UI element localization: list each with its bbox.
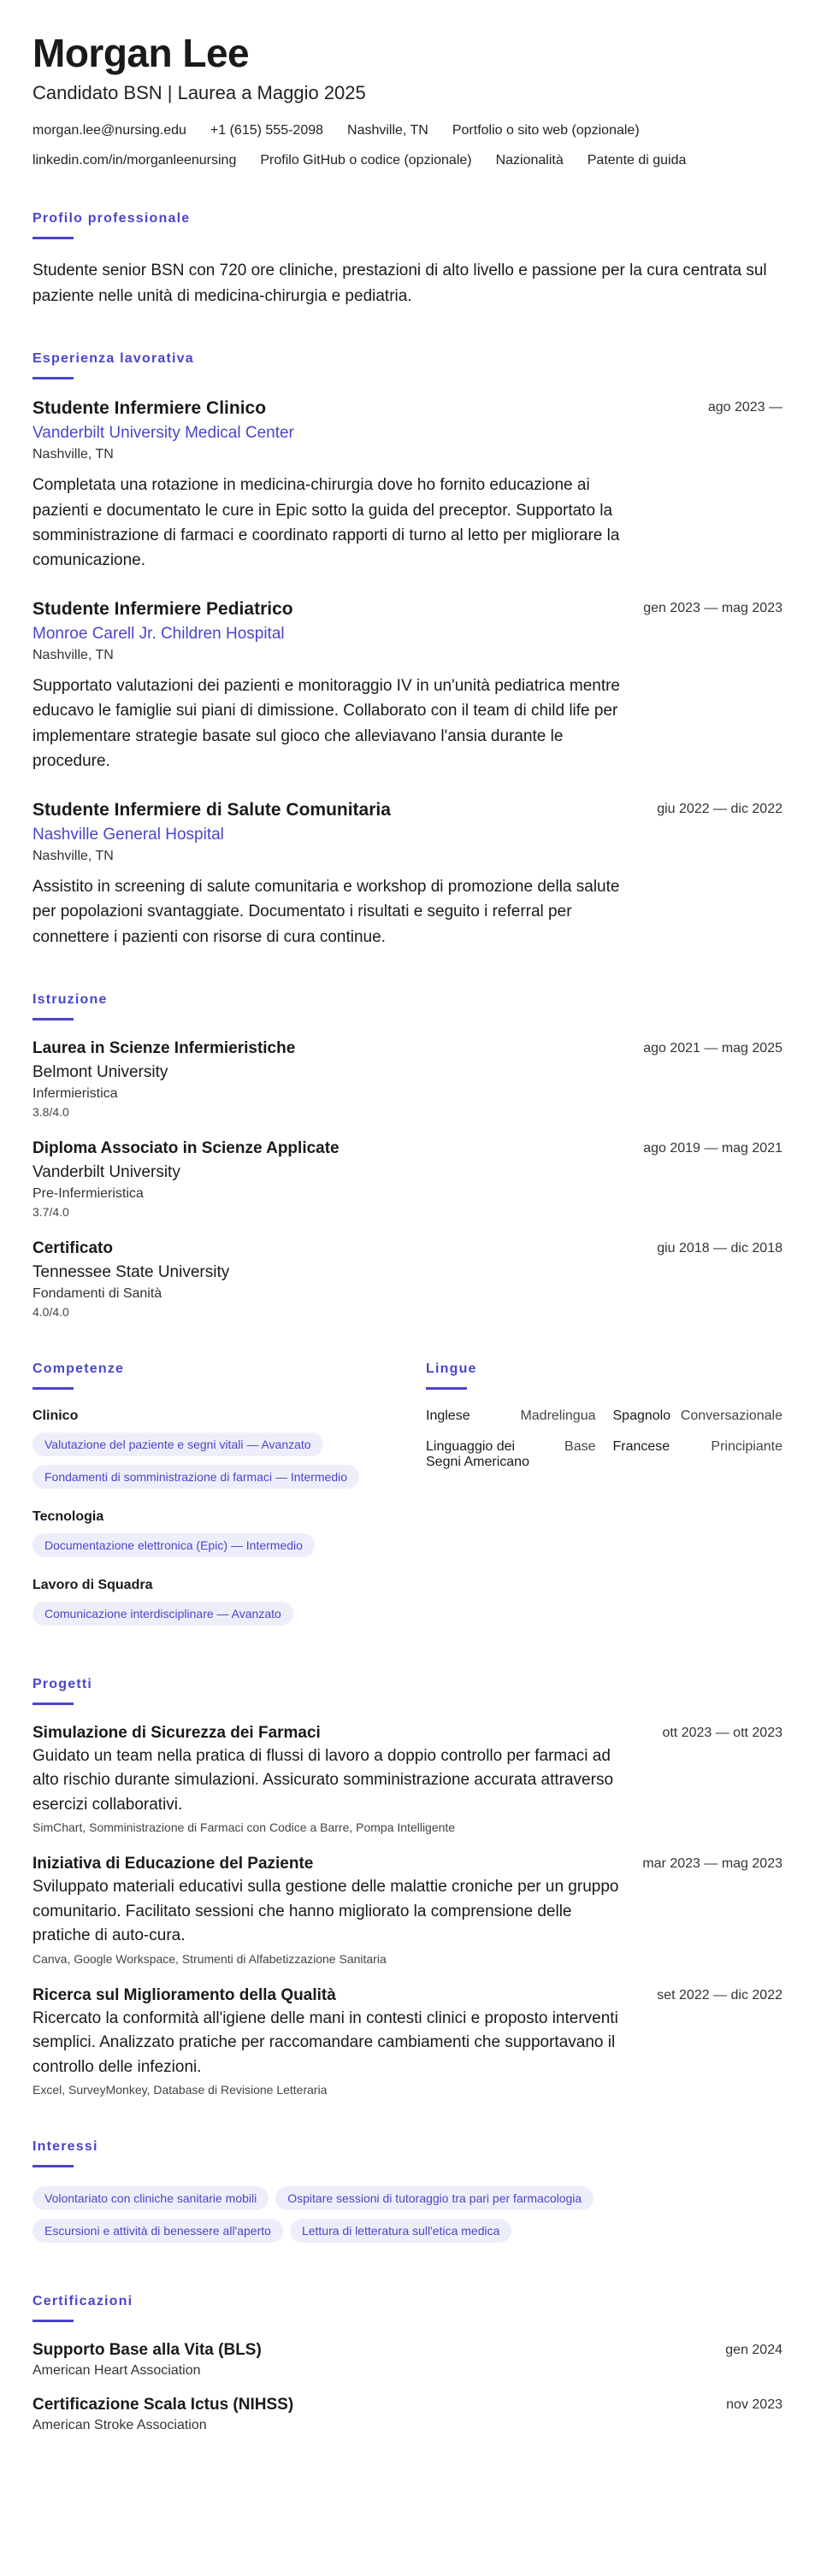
language-name: Linguaggio dei Segni Americano (426, 1438, 529, 1469)
section-divider (32, 2165, 74, 2167)
profile-summary: Studente senior BSN con 720 ore cliniche, prestazioni di alto livello e passione per la cura centrata sul paziente nelle unità di medicina-chirurgia e pediatria. (32, 262, 767, 305)
language-name: Francese (612, 1438, 670, 1454)
resume-header (32, 32, 783, 168)
skill-group (32, 1509, 426, 1566)
interest-chip: Lettura di letteratura sull'etica medica (290, 2219, 511, 2243)
language-item (613, 1409, 783, 1424)
project-name: Iniziativa di Educazione del Paziente (32, 1855, 314, 1873)
job-location: Nashville, TN (32, 447, 114, 462)
education-degree: Laurea in Scienze Infermieristiche (32, 1038, 296, 1057)
contact-github[interactable]: Profilo GitHub o codice (opzionale) (260, 153, 472, 168)
education-school: Tennessee State University (32, 1262, 230, 1281)
project-date: set 2022 — dic 2022 (657, 1987, 783, 2003)
certification-issuer: American Heart Association (32, 2363, 201, 2379)
section-divider (426, 1387, 467, 1390)
candidate-name: Morgan Lee (32, 31, 250, 75)
job-company[interactable]: Monroe Carell Jr. Children Hospital (32, 624, 285, 643)
education-school: Vanderbilt University (32, 1162, 180, 1181)
section-title: Progetti (32, 1676, 93, 1691)
job-description: Completata una rotazione in medicina-chirurgia dove ho fornito educazione ai pazienti e documentato le cure in Epic sotto la guida del preceptor. Supportato la somministrazione di farmaci e coordinato rapporti di turno al letto per migliorare la comunicazione. (32, 476, 620, 570)
skill-group-name: Lavoro di Squadra (32, 1577, 153, 1592)
certification-date: nov 2023 (726, 2397, 783, 2413)
project-description: Guidato un team nella pratica di flussi di lavoro a doppio controllo per farmaci ad alto rischio durante simulazioni. Assicurato somministrazione accurata attraverso esercizi collaborativi. (32, 1746, 614, 1814)
section-divider (32, 1018, 74, 1020)
contact-linkedin[interactable]: linkedin.com/in/morganleenursing (32, 153, 237, 168)
interest-chip: Volontariato con cliniche sanitarie mobili (32, 2186, 269, 2210)
education-item (32, 1139, 783, 1219)
contact-portfolio[interactable]: Portfolio o sito web (opzionale) (452, 123, 640, 138)
certification-item (32, 2341, 783, 2379)
contact-list (32, 123, 783, 168)
certification-name: Certificazione Scala Ictus (NIHSS) (32, 2396, 294, 2414)
skills-languages-row (32, 1362, 783, 1634)
interests-section (32, 2139, 783, 2251)
section-title: Lingue (426, 1361, 477, 1376)
job-description: Assistito in screening di salute comunitaria e workshop di promozione della salute per popolazioni svantaggiate. Documentato i risultati e seguito i referral per connettere i pazienti con risorse di cura continue. (32, 877, 620, 946)
skill-chip: Comunicazione interdisciplinare — Avanzato (32, 1602, 293, 1626)
education-item (32, 1239, 783, 1319)
certification-list (32, 2341, 783, 2433)
language-level: Madrelingua (520, 1408, 596, 1423)
candidate-headline: Candidato BSN | Laurea a Maggio 2025 (32, 82, 366, 104)
project-keywords: SimChart, Somministrazione di Farmaci con Codice a Barre, Pompa Intelligente (32, 1820, 456, 1835)
language-item (613, 1439, 783, 1470)
section-title: Esperienza lavorativa (32, 351, 194, 367)
language-level: Base (564, 1438, 596, 1454)
profile-section (32, 211, 783, 309)
work-item (32, 599, 783, 774)
project-item (32, 1855, 783, 1966)
interest-chip: Ospitare sessioni di tutoraggio tra pari per farmacologia (275, 2186, 594, 2210)
project-date: ott 2023 — ott 2023 (662, 1725, 783, 1740)
project-list (32, 1724, 783, 2097)
education-area: Infermieristica (32, 1085, 118, 1101)
project-item (32, 1986, 783, 2097)
work-item (32, 398, 783, 573)
skill-group-name: Tecnologia (32, 1509, 104, 1524)
education-date: ago 2021 — mag 2025 (643, 1040, 783, 1056)
education-score: 4.0/4.0 (32, 1304, 69, 1319)
education-school: Belmont University (32, 1062, 168, 1081)
contact-location: Nashville, TN (347, 123, 428, 138)
education-date: giu 2018 — dic 2018 (657, 1240, 783, 1256)
certification-date: gen 2024 (725, 2343, 783, 2358)
contact-email[interactable]: morgan.lee@nursing.edu (32, 123, 186, 138)
project-description: Ricercato la conformità all'igiene delle mani in contesti clinici e proposto interventi semplici. Analizzato pratiche per raccomandare cambiamenti che supportavano il controllo delle infezioni. (32, 2008, 618, 2076)
job-position: Studente Infermiere Pediatrico (32, 598, 293, 619)
job-company[interactable]: Vanderbilt University Medical Center (32, 424, 294, 443)
education-area: Fondamenti di Sanità (32, 1285, 162, 1301)
language-list (426, 1409, 783, 1470)
contact-nationality: Nazionalità (495, 153, 564, 168)
job-date: gen 2023 — mag 2023 (643, 600, 783, 615)
certification-name: Supporto Base alla Vita (BLS) (32, 2341, 262, 2360)
education-date: ago 2019 — mag 2021 (643, 1140, 783, 1156)
certification-issuer: American Stroke Association (32, 2418, 207, 2433)
section-divider (32, 1387, 74, 1390)
section-title: Profilo professionale (32, 211, 191, 226)
skill-chip: Documentazione elettronica (Epic) — Intermedio (32, 1533, 315, 1557)
project-name: Simulazione di Sicurezza dei Farmaci (32, 1723, 321, 1742)
project-keywords: Excel, SurveyMonkey, Database di Revisione Letteraria (32, 2083, 328, 2097)
skill-group (32, 1409, 426, 1497)
skill-chip: Valutazione del paziente e segni vitali — Avanzato (32, 1432, 323, 1456)
education-item (32, 1039, 783, 1119)
project-description: Sviluppato materiali educativi sulla gestione delle malattie croniche per un gruppo comunitario. Facilitato sessioni che hanno migliorato la comprensione delle pratiche di auto-cura. (32, 1878, 619, 1945)
certification-item (32, 2396, 783, 2433)
project-name: Ricerca sul Miglioramento della Qualità (32, 1985, 336, 2004)
section-divider (32, 377, 74, 379)
interest-chip: Escursioni e attività di benessere all'aperto (32, 2219, 283, 2243)
section-divider (32, 1703, 74, 1705)
contact-license: Patente di guida (587, 153, 687, 168)
job-description: Supportato valutazioni dei pazienti e monitoraggio IV in un'unità pediatrica mentre educavo le famiglie sui piani di dimissione. Collaborato con il team di child life per implementare strategie basate sul gioco che alleviavano l'ansia durante le procedure. (32, 676, 620, 771)
job-date: giu 2022 — dic 2022 (657, 801, 783, 816)
interest-list (32, 2186, 783, 2251)
skills-section (32, 1362, 426, 1634)
language-name: Inglese (426, 1408, 470, 1423)
section-divider (32, 2320, 74, 2322)
job-location: Nashville, TN (32, 647, 114, 662)
projects-section (32, 1677, 783, 2097)
language-level: Principiante (711, 1438, 783, 1454)
education-list (32, 1039, 783, 1319)
work-list (32, 398, 783, 950)
education-degree: Certificato (32, 1238, 113, 1257)
education-score: 3.7/4.0 (32, 1204, 69, 1219)
skill-group-name: Clinico (32, 1408, 79, 1423)
skill-group (32, 1578, 426, 1634)
education-area: Pre-Infermieristica (32, 1185, 144, 1201)
education-degree: Diploma Associato in Scienze Applicate (32, 1138, 340, 1157)
project-item (32, 1724, 783, 1835)
job-date: ago 2023 — (707, 400, 783, 415)
section-title: Competenze (32, 1361, 125, 1376)
job-company[interactable]: Nashville General Hospital (32, 825, 224, 844)
language-level: Conversazionale (680, 1408, 783, 1423)
language-item (426, 1439, 596, 1470)
section-title: Istruzione (32, 991, 108, 1007)
section-title: Certificazioni (32, 2294, 133, 2309)
skill-chip: Fondamenti di somministrazione di farmaci — Intermedio (32, 1465, 359, 1489)
language-item (426, 1409, 596, 1424)
project-date: mar 2023 — mag 2023 (642, 1856, 783, 1872)
job-location: Nashville, TN (32, 848, 114, 863)
job-position: Studente Infermiere Clinico (32, 398, 267, 419)
section-divider (32, 237, 74, 239)
education-section (32, 992, 783, 1319)
languages-section (426, 1362, 783, 1634)
work-item (32, 800, 783, 950)
education-score: 3.8/4.0 (32, 1104, 69, 1119)
work-section (32, 351, 783, 950)
contact-phone[interactable]: +1 (615) 555-2098 (210, 123, 324, 138)
section-title: Interessi (32, 2139, 98, 2155)
project-keywords: Canva, Google Workspace, Strumenti di Alfabetizzazione Sanitaria (32, 1951, 387, 1966)
job-position: Studente Infermiere di Salute Comunitaria (32, 799, 391, 820)
certifications-section (32, 2294, 783, 2433)
language-name: Spagnolo (612, 1408, 671, 1423)
